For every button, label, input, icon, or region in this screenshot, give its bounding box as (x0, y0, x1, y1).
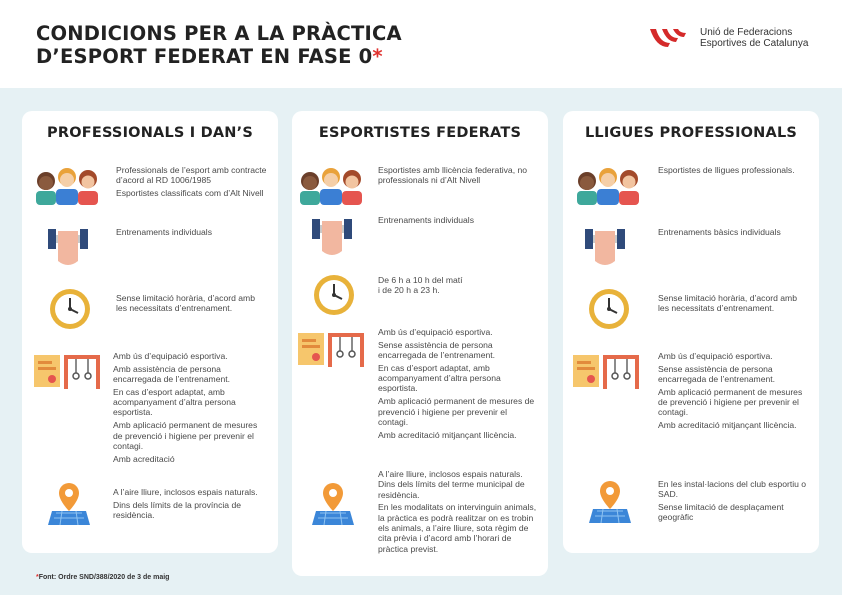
section-text: Amb ús d’equipació esportiva. (113, 351, 228, 361)
section-text: Amb aplicació permanent de mesures de prevenció i higiene per prevenir el contagi. (658, 386, 803, 418)
card-title: LLIGUES PROFESSIONALS (584, 125, 798, 141)
footnote-asterisk: * (36, 574, 39, 581)
section-text: Sense assistència de persona encarregada de l’entrenament. (658, 363, 776, 385)
footnote-text: Font: Ordre SND/388/2020 de 3 de maig (38, 574, 170, 581)
section-text: Esportistes classificats com d’Alt Nivell (116, 188, 264, 199)
card-title: PROFESSIONALS I DAN’S (47, 125, 253, 141)
title-line-1: CONDICIONS PER A LA PRÀCTICA (36, 22, 402, 45)
section-text: Dins dels límits de la província de residència. (113, 499, 242, 521)
section-text: Sense limitació horària, d’acord amb les necessitats d’entrenament. (658, 293, 797, 314)
section-text: Amb ús d’equipació esportiva. (378, 327, 493, 337)
section-text: Entrenaments bàsics individuals (658, 227, 781, 237)
athletes-icon (34, 163, 100, 210)
section-text: Amb acreditació mitjançant llicència. (378, 429, 517, 440)
section-text: En les instal·lacions del club esportiu o SAD. (658, 479, 807, 500)
section-text: i de 20 h a 23 h. (378, 285, 440, 296)
clock-icon (312, 273, 356, 322)
athletes-icon (298, 163, 364, 210)
athletes-icon (575, 163, 641, 210)
equipment-icon (32, 351, 102, 396)
section-text: Amb acreditació (113, 453, 175, 464)
section-text: Esportistes de lligues professionals. (658, 165, 795, 175)
page-title (36, 22, 402, 68)
equipment-icon (571, 351, 641, 396)
card-federated (292, 111, 548, 576)
section-text: En cas d’esport adaptat, amb acompanyament d’altra persona esportista. (378, 362, 501, 394)
card-professionals (22, 111, 278, 553)
clock-icon (48, 287, 92, 336)
section-text: Sense limitació de desplaçament geogràfic (658, 502, 784, 523)
title-asterisk: * (372, 45, 383, 68)
section-text: A l’aire lliure, inclosos espais naturals. Dins dels límits del terme municipal de residència. (378, 469, 525, 500)
section-text: Amb aplicació permanent de mesures de prevenció i higiene per prevenir el contagi. (113, 420, 258, 451)
section-text: Professionals de l’esport amb contracte d’acord al RD 1006/1985 (116, 165, 267, 186)
clock-icon (587, 287, 631, 336)
title-line-2-text: D’ESPORT FEDERAT EN FASE 0 (36, 45, 373, 68)
section-text: Amb assistència de persona encarregada de l’entrenament. (113, 363, 231, 385)
section-text: En cas d’esport adaptat, amb acompanyament d’altra persona esportista. (113, 386, 236, 418)
card-title: ESPORTISTES FEDERATS (318, 125, 522, 141)
page-header (0, 0, 842, 88)
logo-line-2: Esportives de Catalunya (700, 38, 809, 49)
section-text: Amb acreditació mitjançant llicència. (658, 420, 797, 431)
section-text: En les modalitats on intervinguin animals, la pràctica es podrà realitzar on es trobin els animals, a l’aire lliure, sota règim de cita prèvia i d’acord amb l’horari de pràctica previst. (378, 502, 537, 554)
section-text: Amb aplicació permanent de mesures de prevenció i higiene per prevenir el contagi. (378, 396, 535, 427)
weight-icon (310, 213, 354, 266)
ufec-logo-icon (648, 27, 694, 49)
footnote (36, 574, 169, 581)
title-line-2 (36, 45, 402, 68)
section-text: Sense limitació horària, d’acord amb les necessitats d’entrenament. (116, 293, 255, 314)
section-text: Entrenaments individuals (378, 215, 475, 225)
section-text: A l’aire lliure, inclosos espais naturals. (113, 487, 258, 497)
card-professional-leagues (563, 111, 819, 553)
section-text: Amb ús d’equipació esportiva. (658, 351, 773, 361)
logo-text (700, 27, 808, 49)
section-text: Entrenaments individuals (116, 227, 213, 237)
weight-icon (46, 223, 90, 276)
location-icon (589, 479, 631, 528)
ufec-logo (648, 24, 808, 52)
location-icon (312, 481, 354, 530)
location-icon (48, 481, 90, 530)
section-text: De 6 h a 10 h del matí (378, 275, 463, 285)
equipment-icon (296, 329, 366, 374)
section-text: Sense assistència de persona encarregada de l’entrenament. (378, 339, 496, 361)
logo-line-1: Unió de Federacions (700, 27, 793, 38)
weight-icon (583, 223, 627, 276)
section-text: Esportistes amb llicència federativa, no professionals ni d’Alt Nivell (378, 165, 528, 186)
